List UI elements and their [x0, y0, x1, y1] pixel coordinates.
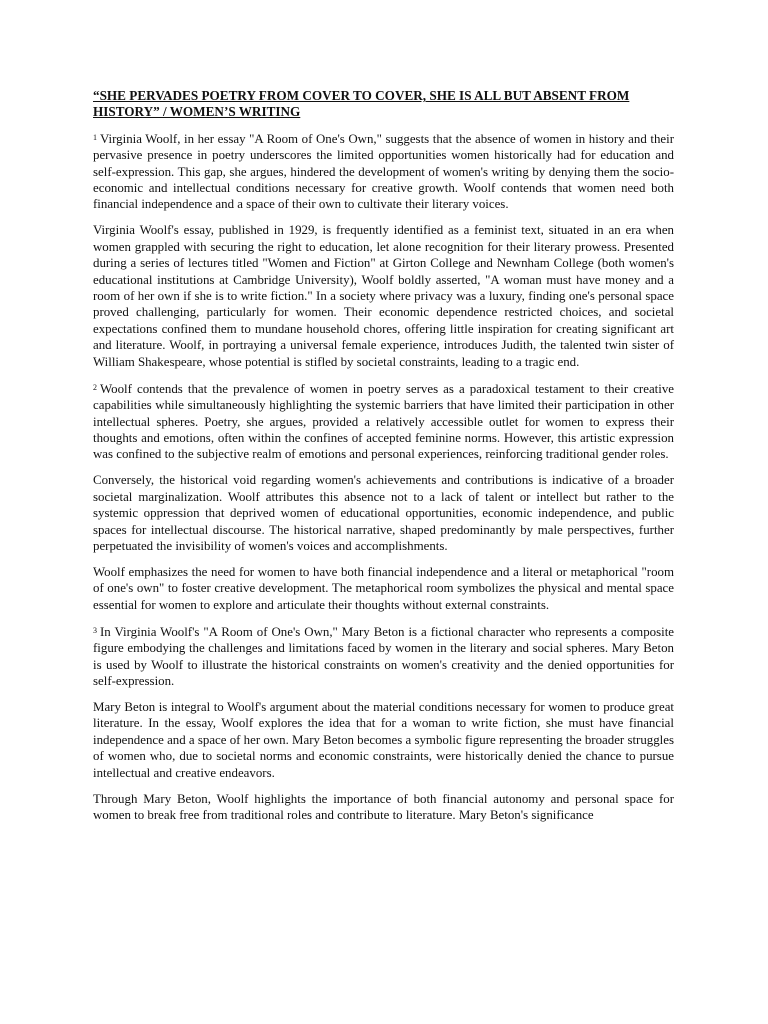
- footnote-marker-3: 3: [93, 625, 97, 635]
- paragraph-4: Conversely, the historical void regarding women's achievements and contributions is indicative of a broader societal marginalization. Woolf attributes this absence not to a lack of talent or intellect but rather to the systemic oppression that deprived women of educational opportunities, economic independence, and public spaces for intellectual discourse. The historical narrative, shaped predominantly by male perspectives, further perpetuated the invisibility of women's voices and accomplishments.: [93, 473, 674, 553]
- paragraph-5: Woolf emphasizes the need for women to have both financial independence and a literal or metaphorical "room of one's own" to foster creative development. The metaphorical room symbolizes the physical and mental space essential for women to explore and articulate their thoughts without external constraints.: [93, 564, 674, 612]
- paragraph-1: [93, 130, 674, 213]
- footnote-marker-2: 2: [93, 382, 97, 392]
- paragraph-7: Mary Beton is integral to Woolf's argument about the material conditions necessary for women to produce great literature. In the essay, Woolf explores the idea that for a woman to write fiction, she must have financial independence and a space of her own. Mary Beton becomes a symbolic figure representing the broader struggles of women who, due to societal norms and economic constraints, were historically denied the chance to pursue intellectual and creative endeavors.: [93, 699, 674, 780]
- footnote-marker-1: 1: [93, 132, 97, 142]
- paragraph-6: [93, 623, 674, 690]
- paragraph-3: [93, 380, 674, 463]
- paragraph-2: Virginia Woolf's essay, published in 1929, is frequently identified as a feminist text, situated in an era when women grappled with securing the right to education, let alone recognition for their literary prowess. Presented during a series of lectures titled "Women and Fiction" at Girton College and Newnham College (both women's educational institutions at Cambridge University), Woolf boldly asserted, "A woman must have money and a room of her own if she is to write fiction." In a society where privacy was a luxury, finding one's personal space proved challenging, particularly for women. Their economic dependence restricted choices, and societal expectations confined them to mundane household chores, offering little inspiration for creating significant art and literature. Woolf, in portraying a universal female experience, introduces Judith, the talented twin sister of William Shakespeare, whose potential is stifled by societal constraints, leading to a tragic end.: [93, 223, 674, 369]
- paragraph-8: Through Mary Beton, Woolf highlights the importance of both financial autonomy and personal space for women to break free from traditional roles and contribute to literature. Mary Beton's significance: [93, 791, 674, 822]
- paragraph-text: Woolf contends that the prevalence of women in poetry serves as a paradoxical testament to their creative capabilities while simultaneously highlighting the systemic barriers that have limited their participation in other intellectual spheres. Poetry, she argues, provided a relatively accessible outlet for women to express their thoughts and emotions, often within the confines of accepted feminine norms. However, this artistic expression was confined to the subjective realm of emotions and personal experiences, reinforcing traditional gender roles.: [93, 381, 674, 462]
- paragraph-text: Virginia Woolf, in her essay "A Room of One's Own," suggests that the absence of women in history and their pervasive presence in poetry underscores the limited opportunities women historically had for education and self-expression. This gap, she argues, hindered the development of women's writing by denying them the socio-economic and intellectual conditions necessary for creative growth. Woolf contends that women need both financial independence and a space of their own to cultivate their literary voices.: [93, 131, 674, 212]
- paragraph-text: In Virginia Woolf's "A Room of One's Own," Mary Beton is a fictional character who represents a composite figure embodying the challenges and limitations faced by women in the literary and social spheres. Mary Beton is used by Woolf to illustrate the historical constraints on women's creativity and the denied opportunities for self-expression.: [93, 624, 674, 688]
- document-title: “SHE PERVADES POETRY FROM COVER TO COVER, SHE IS ALL BUT ABSENT FROM HISTORY” / WOMEN’S WRITING: [93, 88, 630, 120]
